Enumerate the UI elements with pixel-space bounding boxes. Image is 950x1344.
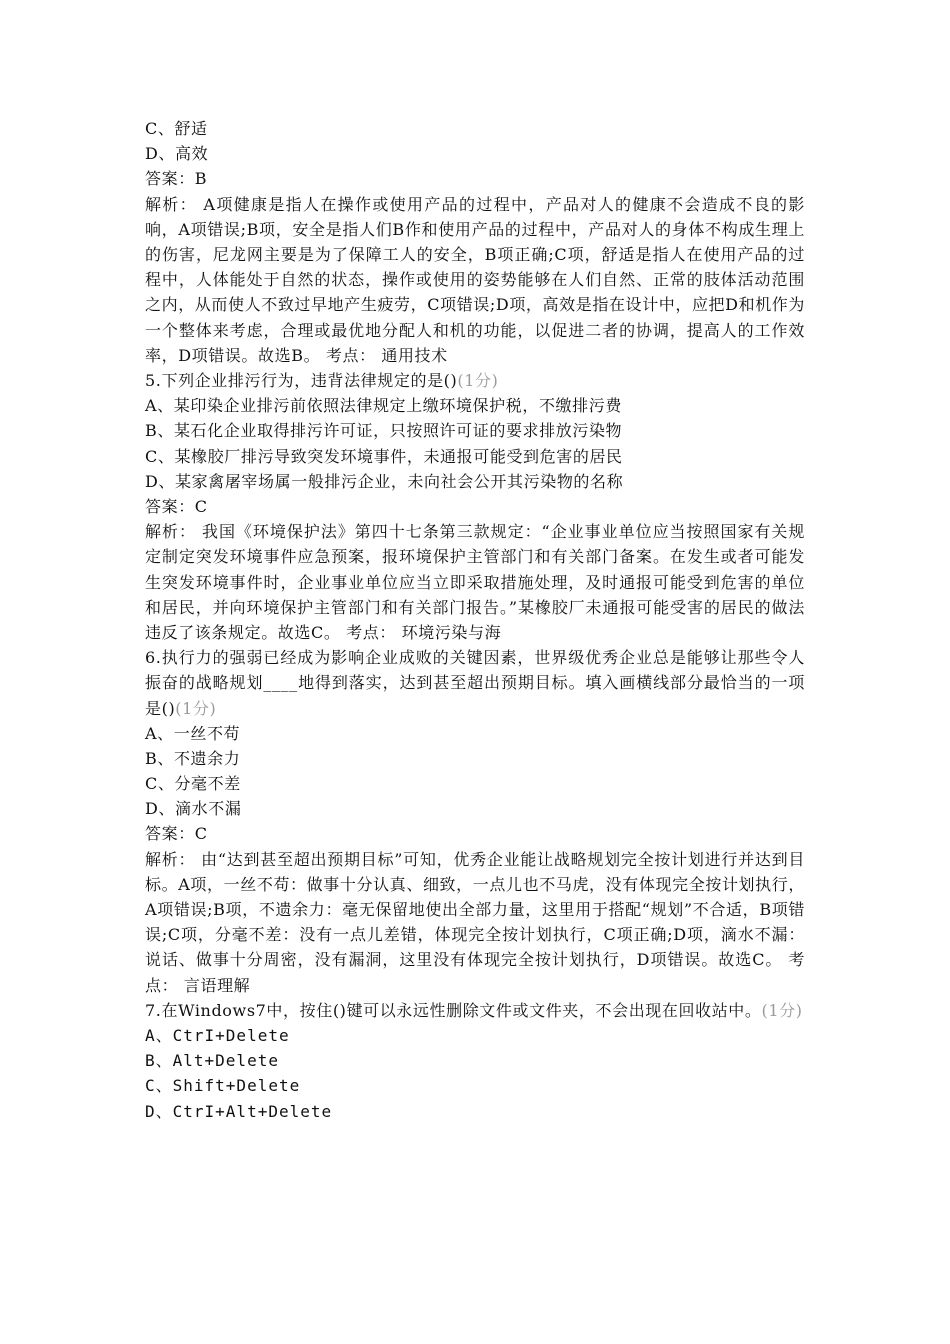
q6-answer: 答案：C xyxy=(145,824,208,844)
q6-analysis: 解析： 由“达到甚至超出预期目标”可知，优秀企业能让战略规划完全按计划进行并达到目标。A项，一丝不苟：做事十分认真、细致，一点儿也不马虎，没有体现完全按计划执行，A项错误;B项，不遗余力：毫无保留地使出全部力量，这里用于搭配“规划”不合适，B项错误;C项，分毫不差：没有一点儿差错，体现完全按计划执行，C项正确;D项，滴水不漏：说话、做事十分周密，没有漏洞，这里没有体现完全按计划执行，D项错误。故选C。 考点： 言语理解 xyxy=(145,849,805,995)
q7-option-c: C、Shift+Delete xyxy=(145,1076,301,1096)
q7-option-d: D、CtrI+Alt+Delete xyxy=(145,1101,333,1121)
q5-analysis: 解析： 我国《环境保护法》第四十七条第三款规定：“企业事业单位应当按照国家有关规定制定突发环境事件应急预案，报环境保护主管部门和有关部门备案。在发生或者可能发生突发环境事件时，企业事业单位应当立即采取措施处理，及时通报可能受到危害的单位和居民，并向环境保护主管部门和有关部门报告。”某橡胶厂未通报可能受害的居民的做法违反了该条规定。故选C。 考点： 环境污染与海 xyxy=(145,522,805,642)
prev-answer: 答案：B xyxy=(145,169,208,189)
q7-question-text: 7.在Windows7中，按住()键可以永远性删除文件或文件夹，不会出现在回收站中。 xyxy=(145,1000,762,1020)
q7-score: (1分) xyxy=(761,1000,803,1020)
q5-option-a: A、某印染企业排污前依照法律规定上缴环境保护税，不缴排污费 xyxy=(145,396,622,416)
q5-question-text: 5.下列企业排污行为，违背法律规定的是() xyxy=(145,370,458,390)
q7-question xyxy=(145,998,805,1023)
prev-analysis: 解析： A项健康是指人在操作或使用产品的过程中，产品对人的健康不会造成不良的影响，A项错误;B项，安全是指人们B作和使用产品的过程中，产品对人的身体不构成生理上的伤害，尼龙网主要是为了保障工人的安全，B项正确;C项，舒适是指人在使用产品的过程中，人体能处于自然的状态，操作或使用的姿势能够在人们自然、正常的肢体活动范围之内，从而使人不致过早地产生疲劳，C项错误;D项，高效是指在设计中，应把D和机作为一个整体来考虑，合理或最优地分配人和机的功能，以促进二者的协调，提高人的工作效率，D项错误。故选B。 考点： 通用技术 xyxy=(145,194,805,365)
q6-option-b: B、不遗余力 xyxy=(145,748,241,768)
q6-score: (1分) xyxy=(175,698,217,718)
q6-option-d: D、滴水不漏 xyxy=(145,799,242,819)
prev-option-d: D、高效 xyxy=(145,144,209,164)
q6-question-text: 6.执行力的强弱已经成为影响企业成败的关键因素，世界级优秀企业总是能够让那些令人振奋的战略规划____地得到落实，达到甚至超出预期目标。填入画横线部分最恰当的一项是() xyxy=(145,648,805,718)
q5-option-c: C、某橡胶厂排污导致突发环境事件，未通报可能受到危害的居民 xyxy=(145,446,623,466)
q7-option-a: A、CtrI+Delete xyxy=(145,1026,290,1046)
document-page xyxy=(145,116,805,1124)
q5-score: (1分) xyxy=(457,370,499,390)
q5-option-b: B、某石化企业取得排污许可证，只按照许可证的要求排放污染物 xyxy=(145,421,623,441)
q5-option-d: D、某家禽屠宰场属一般排污企业，未向社会公开其污染物的名称 xyxy=(145,471,624,491)
q5-answer: 答案：C xyxy=(145,496,208,516)
q5-question xyxy=(145,368,805,393)
prev-option-c: C、舒适 xyxy=(145,119,208,138)
q6-question xyxy=(145,645,805,721)
q6-option-a: A、一丝不苟 xyxy=(145,723,241,743)
q6-option-c: C、分毫不差 xyxy=(145,774,241,794)
q7-option-b: B、Alt+Delete xyxy=(145,1051,279,1071)
